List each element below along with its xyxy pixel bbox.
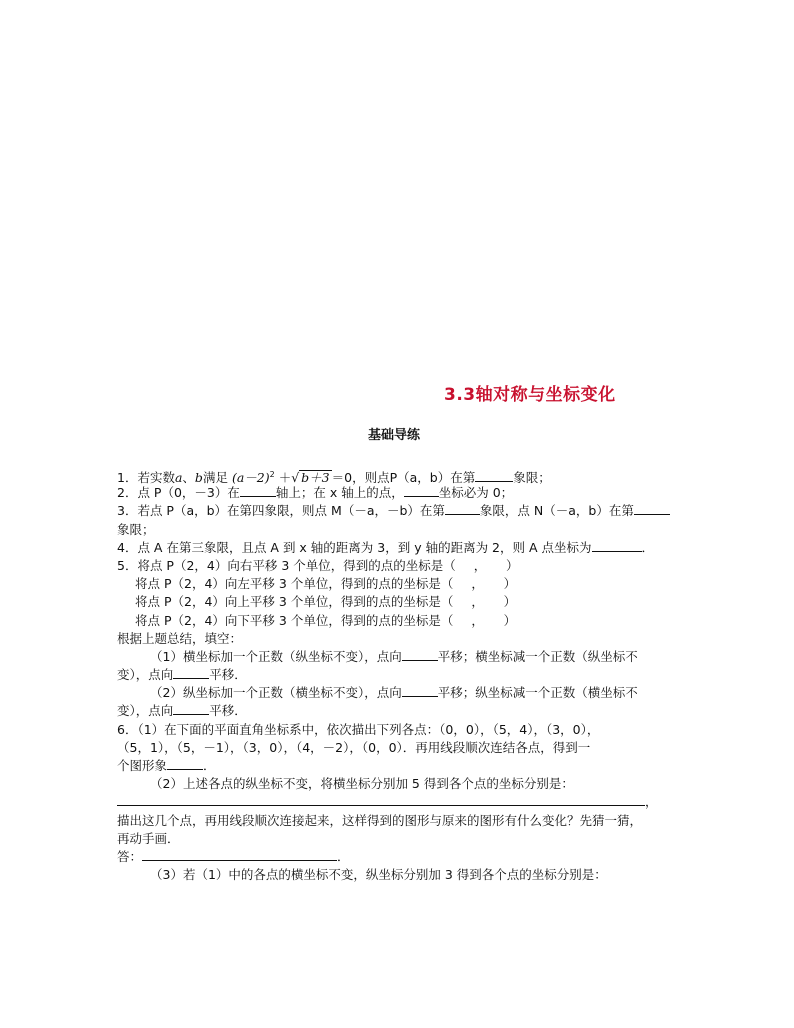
question-2	[117, 484, 682, 502]
q6-l3-text: 个图形象	[117, 758, 168, 773]
q1-text-mid: 满足	[202, 470, 228, 486]
question-3	[117, 502, 682, 520]
q5-line-4-answer[interactable]	[453, 612, 523, 630]
question-3-cont	[117, 521, 682, 539]
q5-line-1-answer[interactable]	[456, 557, 526, 575]
question-5-line-4	[117, 612, 682, 630]
q1-var-b: b	[194, 470, 203, 486]
q1-text-tail: 象限；	[513, 470, 551, 486]
q4-text-tail: ．	[641, 539, 655, 555]
q1-equals: ＝0	[331, 470, 353, 486]
summary-p2-text-b: 平移；纵坐标减一个正数（横坐标不	[437, 685, 638, 701]
question-5-line-1	[117, 557, 682, 575]
question-1: 1．若实数a、b满足 $(a-2)^2$ ＋√ b＋3 ＝0，则点P（a，b）在第 象限；	[117, 470, 551, 486]
q5-line-4-comma: ，	[471, 612, 478, 628]
q6-l5-comma: ，	[645, 794, 658, 810]
question-6-line-9: （3）若（1）中的各点的横坐标不变，纵坐标分别加 3 得到各个点的坐标分别是：	[150, 867, 607, 883]
question-5-line-2	[117, 575, 682, 593]
q5-line-2-answer[interactable]	[453, 575, 523, 593]
q6-answer-period: ．	[337, 848, 350, 864]
summary-p1-text-b: 平移；横坐标减一个正数（纵坐标不	[437, 648, 638, 664]
question-6-line-2: （5，1），（5，－1），（3，0），（4，－2），（0，0）．再用线段顺次连结各点，得到一	[117, 739, 591, 755]
q2-text-pre: 2．点 P（0，－3）在	[117, 485, 240, 501]
q5-line-4-text: 将点 P（2，4）向下平移 3 个单位，得到的点的坐标是（	[135, 612, 454, 628]
q2-blank-2[interactable]	[404, 484, 439, 497]
q6-l3-period: ．	[203, 758, 216, 773]
summary-p2-text-a: （2）纵坐标加一个正数（横坐标不变），点向	[150, 685, 402, 701]
q1-var-a: a	[174, 470, 183, 486]
summary-p1-text-a: （1）横坐标加一个正数（纵坐标不变），点向	[150, 648, 402, 664]
q1-expr-square: (a－2)	[231, 470, 270, 486]
q5-line-2-comma: ，	[471, 576, 478, 592]
q1-text-post: ，则点	[352, 470, 390, 486]
q6-answer-blank[interactable]	[142, 848, 337, 861]
summary-part-2	[117, 684, 682, 702]
q5-line-1-close: ）	[506, 557, 519, 573]
q2-blank-1[interactable]	[240, 484, 276, 497]
summary-p2-blank-2[interactable]	[173, 702, 209, 715]
q4-answer-blank[interactable]	[592, 539, 642, 552]
question-4	[117, 539, 682, 557]
q5-line-1-comma: ，	[473, 557, 481, 573]
q1-plus: ＋	[278, 470, 292, 486]
question-6-line-6: 描出这几个点，再用线段顺次连接起来，这样得到的图形与原来的图形有什么变化？先猜一猜，	[117, 812, 643, 828]
q1-exponent: 2	[269, 470, 275, 479]
q1-answer-blank[interactable]	[475, 469, 513, 482]
summary-part-1	[117, 648, 682, 666]
q3-text-pre: 3．若点 P（a，b）在第四象限，则点 M（－a，－b）在第	[117, 503, 445, 519]
q5-line-1-text: 5．将点 P（2，4）向右平移 3 个单位，得到的点的坐标是（	[117, 557, 456, 573]
q5-line-3-comma: ，	[471, 594, 478, 610]
q5-line-3-answer[interactable]	[453, 593, 523, 611]
q5-line-3-close: ）	[503, 594, 517, 610]
summary-p1-text-d: 平移．	[209, 667, 247, 683]
q3-blank-2[interactable]	[634, 502, 670, 515]
q3-text-tail: 象限；	[117, 521, 155, 537]
q5-line-4-close: ）	[503, 612, 517, 628]
question-6-line-3	[117, 757, 682, 775]
q6-answer-label: 答：	[117, 848, 143, 864]
summary-part-1-cont	[117, 666, 682, 684]
section-subtitle: 基础导练	[368, 428, 421, 443]
q3-text-mid: 象限，点 N（－a，b）在第	[479, 503, 634, 519]
q2-text-mid: 轴上；在 x 轴上的点，	[275, 485, 404, 501]
q1-text-pre: 1．若实数	[117, 470, 175, 486]
summary-p2-text-d: 平移．	[209, 703, 247, 719]
summary-p1-blank-2[interactable]	[173, 666, 209, 679]
q6-coordinates-blank[interactable]	[117, 793, 645, 806]
q5-line-2-text: 将点 P（2，4）向左平移 3 个单位，得到的点的坐标是（	[135, 576, 454, 592]
question-6-line-4: （2）上述各点的纵坐标不变，将横坐标分别加 5 得到各个点的坐标分别是：	[150, 776, 574, 792]
question-6-line-5	[117, 793, 682, 811]
q1-point-text: P（a，b）在第	[389, 470, 476, 486]
question-5-line-3	[117, 593, 682, 611]
question-6-line-8	[117, 848, 682, 866]
q5-line-2-close: ）	[503, 576, 517, 592]
question-6-line-7: 再动手画．	[117, 830, 180, 846]
summary-part-2-cont	[117, 702, 682, 720]
q1-sep: 、	[182, 470, 195, 486]
question-6-line-1: 6．（1）在下面的平面直角坐标系中，依次描出下列各点：（0，0），（5，4），（3，0），	[117, 721, 600, 737]
q5-line-3-text: 将点 P（2，4）向上平移 3 个单位，得到的点的坐标是（	[135, 594, 454, 610]
q6-shape-blank[interactable]	[167, 757, 203, 770]
q1-expr-sqrt: b＋3	[301, 470, 330, 486]
q2-text-tail: 坐标必为 0；	[438, 485, 514, 501]
summary-p2-blank-1[interactable]	[402, 684, 438, 697]
exercise-body	[117, 466, 682, 884]
section-title: 3.3轴对称与坐标变化	[444, 385, 616, 405]
summary-intro: 根据上题总结，填空：	[117, 630, 243, 646]
summary-p1-text-c: 变），点向	[117, 667, 174, 683]
q3-blank-1[interactable]	[445, 502, 480, 515]
summary-p2-text-c: 变），点向	[117, 703, 174, 719]
q4-text-pre: 4．点 A 在第三象限，且点 A 到 x 轴的距离为 3，到 y 轴的距离为 2，则 A 点坐标为	[117, 539, 592, 555]
summary-p1-blank-1[interactable]	[402, 648, 438, 661]
